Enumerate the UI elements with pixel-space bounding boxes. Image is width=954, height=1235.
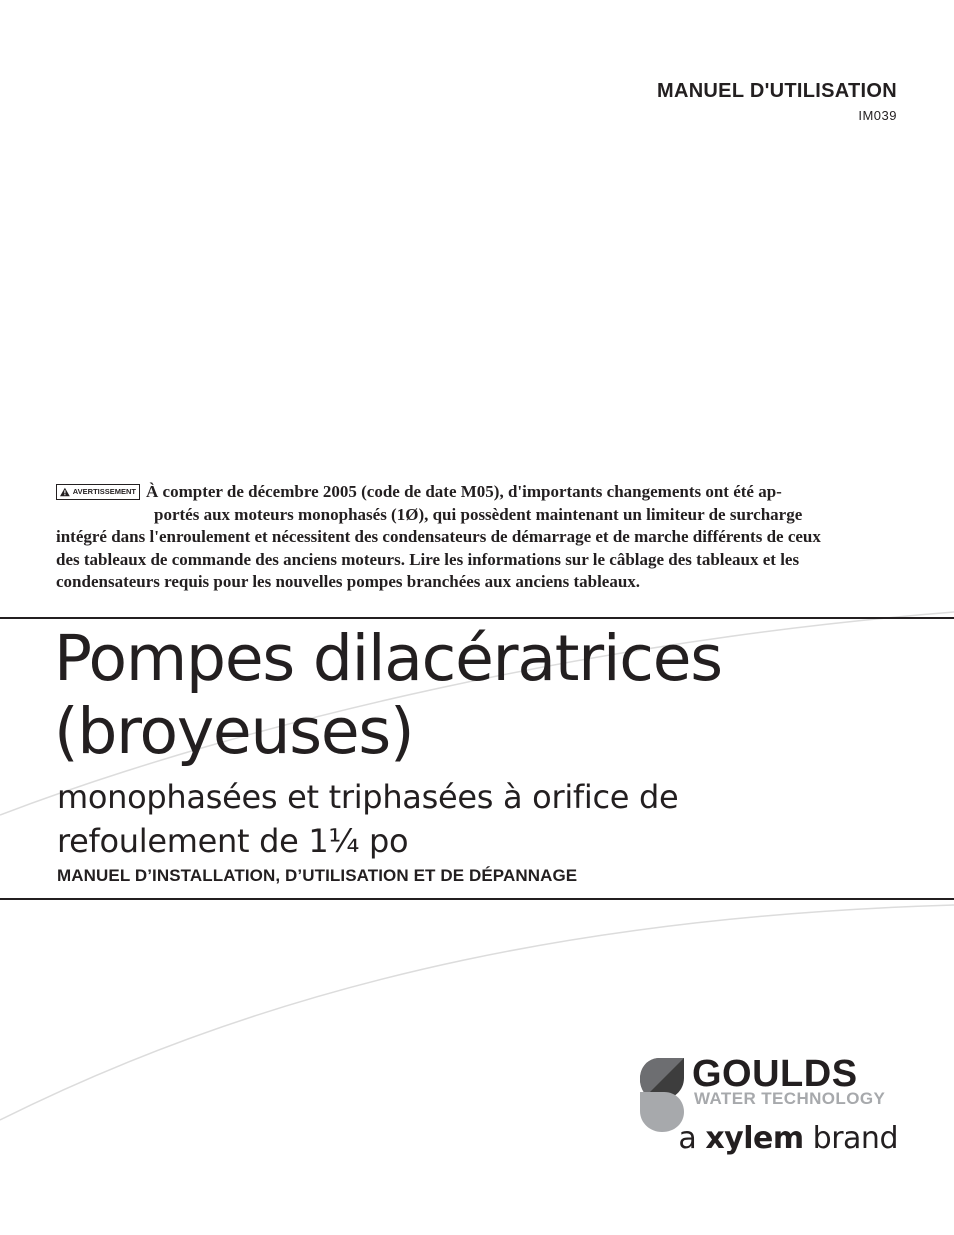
warning-badge-label: AVERTISSEMENT — [72, 486, 136, 496]
xylem-brand-line — [678, 1121, 898, 1156]
warning-text-line-2: portés aux moteurs monophasés (1Ø), qui possèdent maintenant un limiteur de surcharge — [154, 504, 803, 524]
page-subtitle-line-1: monophasées et triphasées à orifice de — [57, 778, 679, 816]
page-subtitle — [57, 775, 917, 863]
warning-text-line-5: condensateurs requis pour les nouvelles pompes branchées aux anciens tableaux. — [56, 572, 641, 591]
document-code: IM039 — [858, 108, 897, 123]
warning-notice — [56, 481, 902, 594]
brand-suffix: brand — [812, 1121, 898, 1156]
page-subtitle-line-2: refoulement de 1¼ po — [57, 822, 409, 860]
page-title — [54, 622, 934, 768]
document-type: MANUEL D’INSTALLATION, D’UTILISATION ET DE DÉPANNAGE — [57, 866, 578, 885]
divider-bottom — [0, 898, 954, 900]
warning-text-line-4: des tableaux de commande des anciens moteurs. Lire les informations sur le câblage des tableaux et les — [56, 549, 800, 569]
warning-badge — [56, 484, 140, 500]
warning-text-line-1: À compter de décembre 2005 (code de date M05), d'importants changements ont été ap- — [146, 482, 782, 501]
logo-tagline: WATER TECHNOLOGY — [694, 1089, 886, 1108]
warning-text-line-3: intégré dans l'enroulement et nécessitent des condensateurs de démarrage et de marche différents de ceux — [56, 527, 821, 546]
header-title: MANUEL D'UTILISATION — [656, 80, 897, 102]
goulds-wordmark: GOULDS — [692, 1053, 858, 1095]
divider-top — [0, 617, 954, 619]
page-title-line-2: (broyeuses) — [54, 695, 414, 768]
xylem-wordmark: xylem — [705, 1121, 804, 1156]
page-title-line-1: Pompes dilacératrices — [54, 622, 722, 695]
warning-triangle-icon — [60, 486, 70, 498]
brand-prefix: a — [678, 1121, 697, 1156]
